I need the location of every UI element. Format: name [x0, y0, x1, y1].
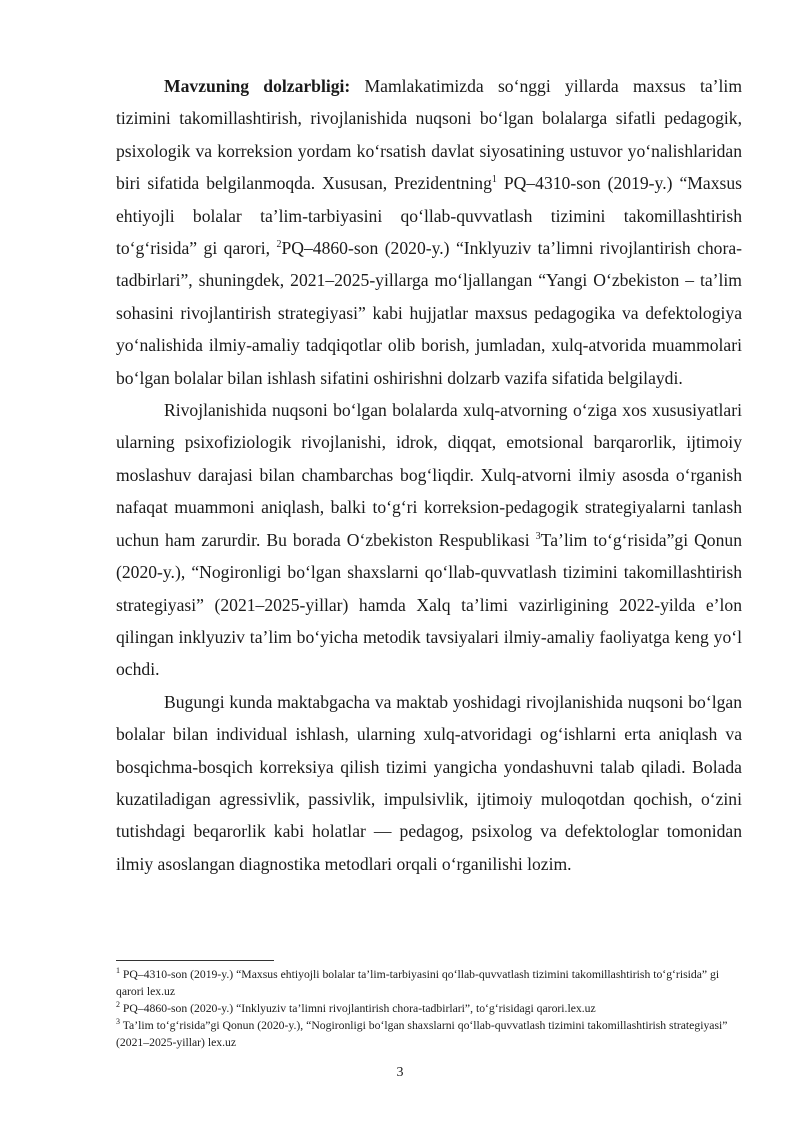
footnote-ref-1[interactable]: 1	[491, 174, 497, 186]
section-lead-heading: Mavzuning dolzarbligi:	[164, 76, 351, 96]
footnote-ref-3[interactable]: 3	[535, 530, 541, 542]
footnote-mark: 3	[116, 1017, 120, 1026]
footnote-mark: 2	[116, 1000, 120, 1009]
footnote-mark: 1	[116, 966, 120, 975]
paragraph-text: PQ–4310-son (2019-y.) “Maxsus ehtiyojli bolalar ta’lim-tarbiyasini qo‘llab-quvvatlash tizimini takomillashtirish to‘g‘risida” gi qarori,	[116, 173, 742, 259]
paragraph-text: Mamlakatimizda so‘nggi yillarda maxsus ta’lim tizimini takomillashtirish, rivojlanishida nuqsoni bo‘lgan bolalarga sifatli pedagogik, psixologik va korreksion yordam ko‘rsatish davlat siyosatining ustuvor yo‘nalishlaridan biri sifatida belgilanmoqda. Xususan, Prezidentning	[116, 76, 742, 194]
footnote-text: Ta’lim to‘g‘risida”gi Qonun (2020-y.), “Nogironligi bo‘lgan shaxslarni qo‘llab-quvvatlash tizimini takomillashtirish strategiyasi” (2021–2025-yillar) lex.uz	[116, 1019, 728, 1049]
footnote-text: PQ–4860-son (2020-y.) “Inklyuziv ta’limni rivojlantirish chora-tadbirlari”, to‘g‘risidagi qarori.lex.uz	[120, 1002, 596, 1015]
paragraph-relevance	[116, 70, 742, 394]
paragraph-today	[116, 686, 742, 880]
footnote-2	[116, 1000, 742, 1017]
paragraph-text: Bugungi kunda maktabgacha va maktab yoshidagi rivojlanishida nuqsoni bo‘lgan bolalar bilan individual ishlash, ularning xulq-atvoridagi og‘ishlarni erta aniqlash va bosqichma-bosqich korreksiya qilish tizimi yangicha yondashuvni talab qiladi. Bolada kuzatiladigan agressivlik, passivlik, impulsivlik, ijtimoiy muloqotdan qochish, o‘zini tutishdagi beqarorlik kabi holatlar — pedagog, psixolog va defektologlar tomonidan ilmiy asoslangan diagnostika metodlari orqali o‘rganilishi lozim.	[116, 691, 742, 874]
paragraph-text: Ta’lim to‘g‘risida”gi Qonun (2020-y.), “Nogironligi bo‘lgan shaxslarni qo‘llab-quvvatlash tizimini takomillashtirish strategiyasi” (2021–2025-yillar) hamda Xalq ta’limi vazirligining 2022-yilda e’lon qilingan inklyuziv ta’lim bo‘yicha metodik tavsiyalari ilmiy-amaliy faoliyatga keng yo‘l ochdi.	[116, 529, 742, 680]
paragraph-text: Rivojlanishida nuqsoni bo‘lgan bolalarda xulq-atvorning o‘ziga xos xususiyatlari ularning psixofiziologik rivojlanishi, idrok, diqqat, emotsional barqarorlik, ijtimoiy moslashuv darajasi bilan chambarchas bog‘liqdir. Xulq-atvorni ilmiy asosda o‘rganish nafaqat muammoni aniqlash, balki to‘g‘ri korreksion-pedagogik strategiyalarni tanlash uchun ham zarurdir. Bu borada O‘zbekiston Respublikasi	[116, 400, 742, 550]
footnote-1	[116, 966, 742, 1000]
paragraph-text: PQ–4860-son (2020-y.) “Inklyuziv ta’limni rivojlantirish chora-tadbirlari”, shuningdek, 2021–2025-yillarga mo‘ljallangan “Yangi O‘zbekiston – ta’lim sohasini rivojlantirish strategiyasi” kabi hujjatlar maxsus pedagogika va defektologiya yo‘nalishida ilmiy-amaliy tadqiqotlar olib borish, jumladan, xulq-atvorida muammolari bo‘lgan bolalar bilan ishlash sifatini oshirishni dolzarb vazifa sifatida belgilaydi.	[116, 238, 742, 388]
footnote-ref-2[interactable]: 2	[276, 239, 282, 251]
footnote-text: PQ–4310-son (2019-y.) “Maxsus ehtiyojli bolalar ta’lim-tarbiyasini qo‘llab-quvvatlash tizimini takomillashtirish to‘g‘risida” gi qarori lex.uz	[116, 968, 720, 998]
footnote-separator	[116, 960, 274, 961]
footnote-3	[116, 1017, 742, 1051]
body-text	[116, 70, 742, 880]
paragraph-behavior	[116, 394, 742, 686]
page-number: 3	[396, 1065, 404, 1080]
footnotes	[116, 966, 742, 1051]
